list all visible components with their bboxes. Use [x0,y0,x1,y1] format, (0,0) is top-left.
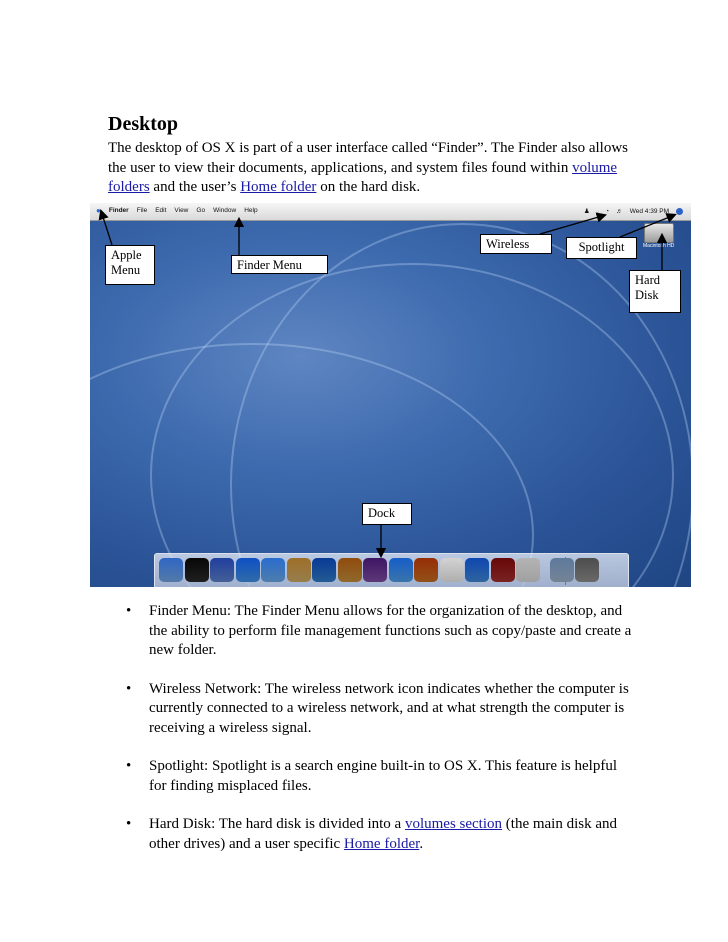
page-heading: Desktop [108,113,179,135]
term-wireless: Wireless Network: [149,680,262,697]
bullet-dot: • [126,603,132,619]
term-spotlight: Spotlight: [149,758,209,774]
desc-hard-disk-2: (the main disk and other drives) and a user specific [149,816,618,852]
volume-folders-link[interactable]: volume folders [108,159,618,195]
menu-clock[interactable]: Wed 4:39 PM [629,207,669,215]
home-folder-link-2[interactable]: Home folder [343,835,420,852]
intro-text-2: and the user’s [149,179,241,195]
menu-file[interactable]: File [136,207,148,214]
bluetooth-icon[interactable]: ⁁ [596,208,599,215]
desc-finder-menu: The Finder Menu allows for the organization of the desktop, and the ability to perform file management functions such as copy/paste and create a new folder. [149,603,632,658]
arrow-spotlight [620,216,672,237]
menu-window[interactable]: Window [213,207,237,214]
menu-go[interactable]: Go [196,207,206,214]
hard-disk-label[interactable]: Macintosh HD [643,243,675,249]
feature-list [112,602,632,873]
home-folder-link[interactable]: Home folder [240,179,317,195]
volume-icon[interactable]: ♬ [616,207,623,215]
arrow-wireless [540,216,602,234]
bullet-dot: • [126,680,132,697]
menu-edit[interactable]: Edit [155,207,167,214]
menu-view[interactable]: View [174,207,189,214]
desc-hard-disk-1: The hard disk is divided into a [215,816,405,832]
volumes-section-link[interactable]: volumes section [404,816,503,832]
list-item-finder-menu [112,602,632,661]
intro-text-3: on the hard disk. [316,179,421,195]
bullet-dot: • [126,758,132,774]
term-finder-menu: Finder Menu: [149,603,232,619]
list-item-wireless [112,680,632,739]
arrow-apple-menu [102,214,112,245]
list-item-hard-disk [112,815,632,854]
callout-finder-menu: Finder Menu [231,255,328,274]
callout-dock: Dock [362,503,412,525]
callout-hard-disk: Hard Disk [629,270,681,313]
user-icon[interactable]: ♟ [583,208,590,215]
callout-apple-menu: Apple Menu [105,245,155,285]
intro-text-1: The desktop of OS X is part of a user interface called “Finder”. The Finder also allows the user to view their documents, applications, and system files found within [108,140,628,176]
bullet-dot: • [126,816,132,832]
wireless-icon[interactable]: ◔ [605,207,610,215]
desc-hard-disk-3: . [419,835,424,852]
callout-wireless: Wireless [480,234,552,254]
apple-logo-icon[interactable]: ● [96,206,101,215]
list-item-spotlight [112,757,632,796]
desc-wireless: The wireless network icon indicates whether the computer is currently connected to a wireless network, and at what strength the computer is receiving a wireless signal. [149,680,629,736]
desc-spotlight: Spotlight is a search engine built-in to OS X. This feature is helpful for finding misplaced files. [149,758,618,794]
term-hard-disk: Hard Disk: [149,816,216,832]
menu-finder[interactable]: Finder [108,207,129,214]
menu-help[interactable]: Help [244,207,258,214]
callout-spotlight: Spotlight [566,237,637,259]
